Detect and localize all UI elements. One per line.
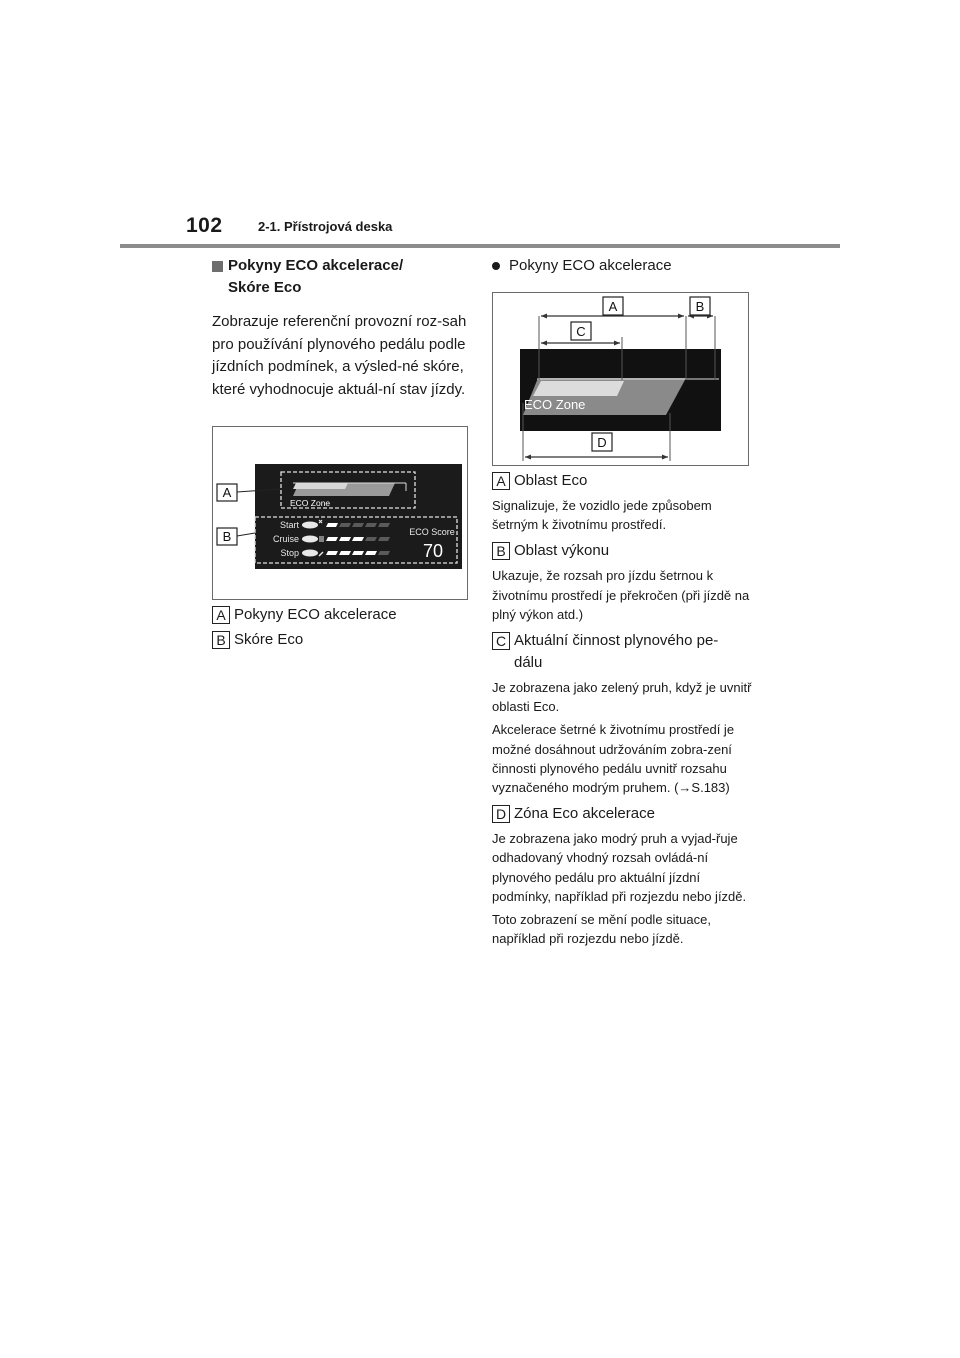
definition-c-title-text: Aktuální činnost plynového pe-dálu: [514, 632, 719, 672]
definition-d-text-2: Toto zobrazení se mění podle situace, například při rozjezdu nebo jízdě.: [492, 912, 711, 947]
label-b: B: [695, 299, 705, 314]
definition-b-text: Ukazuje, že rozsah pro jízdu šetrnou k životnímu prostředí je překročen (při jízdě na plný výkon atd.): [492, 568, 750, 622]
label-d: D: [597, 435, 607, 450]
definition-d-title-text: Zóna Eco akcelerace: [514, 805, 655, 823]
heading-line-1: Pokyny ECO akcelerace/: [228, 257, 404, 274]
row-start-label: Start: [279, 520, 299, 531]
definition-a-text: Signalizuje, že vozidlo jede způsobem šetrným k životnímu prostředí.: [492, 498, 712, 533]
callout-b-label: B: [222, 529, 232, 545]
label-a: A: [608, 299, 618, 314]
square-bullet-icon: [212, 261, 223, 272]
legend-tag-a: A: [212, 606, 230, 624]
legend-text-a: Pokyny ECO akcelerace: [234, 606, 397, 624]
definition-d-title: [492, 803, 754, 825]
definition-tag-c: C: [492, 632, 510, 650]
left-legend: [212, 604, 470, 651]
eco-score-value: 70: [422, 541, 444, 562]
definition-tag-b: B: [492, 542, 510, 560]
section-heading: [212, 255, 470, 299]
eco-score-label: ECO Score: [409, 527, 455, 538]
eco-zone-diagram-illustration: [493, 293, 750, 467]
definition-c: [492, 630, 754, 797]
pedal-activity-bar: [533, 381, 624, 396]
page-number: 102: [186, 214, 223, 237]
definition-a-title-text: Oblast Eco: [514, 472, 588, 489]
definition-c-title: [492, 630, 754, 674]
left-column: [212, 255, 470, 651]
definition-d: [492, 803, 754, 948]
eco-display-illustration: [213, 427, 469, 601]
label-c: C: [576, 324, 586, 339]
car-icon: [302, 522, 318, 529]
legend-item-a: [212, 604, 470, 626]
row-cruise-label: Cruise: [272, 534, 299, 545]
intro-paragraph: Zobrazuje referenční provozní roz-sah pro používání plynového pedálu podle jízdních podmínek, a výsled-né skóre, které vyhodnocuje aktuál-ní stav jízdy.: [212, 313, 467, 398]
definition-b-title-text: Oblast výkonu: [514, 542, 610, 560]
right-column: [492, 255, 754, 948]
legend-text-b: Skóre Eco: [234, 631, 304, 649]
car-icon: [302, 550, 318, 557]
legend-item-b: [212, 629, 470, 651]
bullet-heading-text: Pokyny ECO akcelerace: [509, 257, 672, 274]
definition-d-text-1: Je zobrazena jako modrý pruh a vyjad-řuje odhadovaný vhodný rozsah ovládá-ní plynového pedálu pro aktuální jízdní podmínky, například při rozjezdu nebo jízdě.: [492, 831, 747, 904]
header-rule: [120, 244, 840, 248]
eco-zone-label: ECO Zone: [524, 397, 586, 412]
eco-zone-highlight: [293, 483, 348, 489]
definition-tag-a: A: [492, 472, 510, 490]
definition-b: [492, 540, 754, 624]
eco-display-figure: [212, 426, 468, 600]
section-title: 2-1. Přístrojová deska: [258, 219, 393, 234]
definition-c-text-1: Je zobrazena jako zelený pruh, když je uvnitř oblasti Eco.: [492, 680, 752, 715]
definitions-list: [492, 470, 754, 948]
car-icon: [302, 536, 318, 543]
definition-a: [492, 470, 754, 534]
heading-line-2: Skóre Eco: [228, 279, 302, 296]
definition-a-title: [492, 470, 754, 492]
definition-tag-d: D: [492, 805, 510, 823]
eco-zone-label: ECO Zone: [290, 498, 331, 509]
definition-c-text-2: Akcelerace šetrné k životnímu prostředí je možné dosáhnout udržováním zobra-zení činnosti plynového pedálu uvnitř rozsahu vyznačeného modrým pruhem. (→S.183): [492, 722, 735, 796]
bullet-dot-icon: [492, 262, 500, 270]
eco-zone-diagram: [492, 292, 749, 466]
row-stop-label: Stop: [280, 548, 299, 559]
callout-a-label: A: [222, 485, 232, 501]
definition-b-title: [492, 540, 754, 562]
legend-tag-b: B: [212, 631, 230, 649]
bullet-heading: [492, 255, 754, 277]
callout-b-line: [237, 533, 255, 536]
